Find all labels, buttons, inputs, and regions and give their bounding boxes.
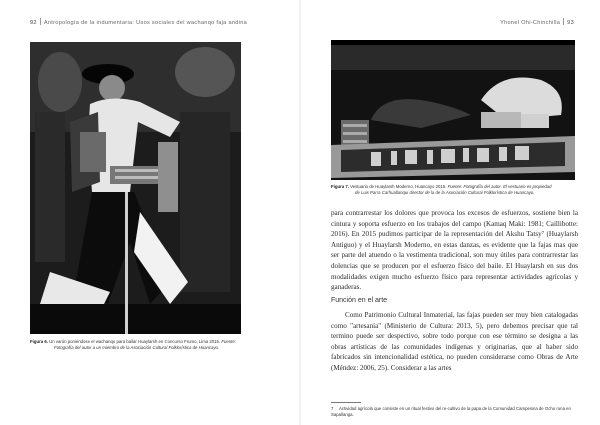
left-running-header bbox=[30, 18, 247, 26]
figure-6-label: Figura 6. bbox=[30, 339, 48, 344]
left-page bbox=[0, 0, 295, 425]
figure-6-source-lead: Fuente: bbox=[221, 339, 236, 344]
header-separator bbox=[563, 18, 564, 25]
figure-7-source-lead: Fuente: Fotografía del autor. El vestuario es propiedad bbox=[447, 184, 552, 189]
left-page-number: 92 bbox=[30, 20, 37, 26]
left-running-head: Antropología de la indumentaria: Usos sociales del wachanqo faja andina bbox=[43, 20, 248, 26]
paragraph-1: para contrarrestar los dolores que provoca los excesos de esfuerzos, sostiene bien la cintura y soporta esfuerzo en los trabajos del campo (Kamaq Maki: 1981; Caillibotte: 2016). En 2015 pudimos participar de la representación del Akshu Tatsy⁷ (Huaylarsh Antiguo) y el Huaylarsh Moderno, en estas danzas, es evidente que la fajas mas que ser parte del atuendo o la vestimenta tradicional, son muy útiles para contrarrestar las dolencias que se producen por el esfuerzo físico del baile. El Huaylarsh en sus dos modalidades exigen mucho esfuerzo físico para representar actividades agrícolas y ganaderas. bbox=[331, 209, 578, 292]
footnote-rule bbox=[331, 402, 361, 403]
figure-7-credit: de Luis Parra Carhuallanqui director de la de la Asociación Cultural Folklorística de Huancayo. bbox=[355, 190, 535, 196]
footnote-text: Actividad agrícola que consiste en un ritual festivo del re-cultivo de la papa de la Comunidad Campesina de Ocho runa en Sapallanga. bbox=[331, 406, 571, 418]
section-title: Función en el arte bbox=[331, 297, 388, 304]
header-separator bbox=[40, 18, 41, 25]
figure-6-photo bbox=[30, 42, 241, 334]
figure-6-credit: Fotografía del autor a un miembro de la Asociación Cultural Folklorística de Huancayo. bbox=[54, 345, 220, 351]
figure-6-caption-text: Un varón poniéndose el wachanqo para bailar Huaylarsh en Concurso Frumo, Lima 2015. bbox=[49, 339, 221, 344]
right-running-head: Yhonel Ohi-Chinchilla bbox=[500, 20, 561, 26]
dancer-photo-illustration bbox=[30, 42, 241, 334]
figure-7-caption bbox=[331, 184, 581, 197]
book-gutter bbox=[299, 0, 301, 425]
body-text-continued bbox=[331, 208, 578, 293]
right-running-header bbox=[500, 18, 574, 26]
footnote-number: 7 bbox=[331, 406, 334, 411]
footnote bbox=[331, 406, 581, 418]
figure-6-caption bbox=[30, 339, 275, 352]
figure-7-label: Figura 7. bbox=[331, 184, 349, 189]
figure-7-photo bbox=[331, 40, 575, 180]
right-page bbox=[305, 0, 600, 425]
right-page-number: 93 bbox=[567, 20, 574, 26]
paragraph-2: Como Patrimonio Cultural Inmaterial, las fajas pueden ser muy bien catalogadas como "artesanía" (Ministerio de Cultura: 2013, 5), pero debemos precisar que tal termino puede ser despectivo, sobre todo porque con ese término se designa a las obras artísticas de las comunidades indígenas y originarias, que al haber sido fabricados sin intencionalidad estética, no pueden considerarse como Obras de Arte (Méndez: 2006, 25). Considerar a las artes bbox=[331, 311, 578, 372]
body-text-section bbox=[331, 310, 578, 374]
costume-photo-illustration bbox=[331, 40, 575, 180]
figure-7-caption-text: Vestuario de Huaylarsh Moderno, Huancayo 2015. bbox=[350, 184, 447, 189]
